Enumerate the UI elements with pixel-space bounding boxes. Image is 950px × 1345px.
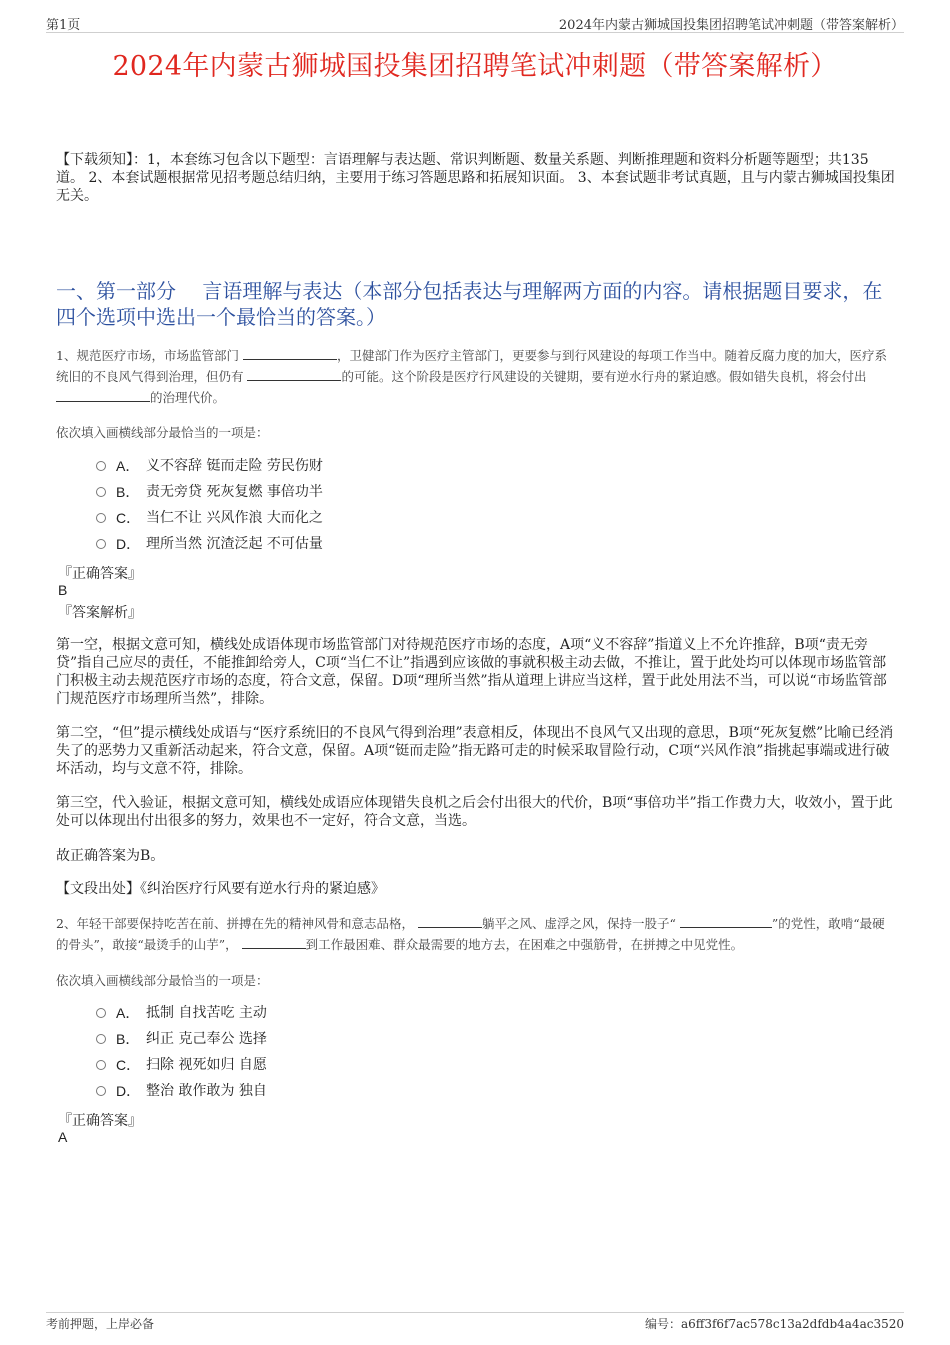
download-notice: 【下载须知】：1，本套练习包含以下题型：言语理解与表达题、常识判断题、数量关系题、判断推理题和资料分析题等题型；共135道。 2、本套试题根据常见招考题总结归纳，主要用于练习答题思路和拓展知识面。 3、本套试题非考试真题，且与内蒙古狮城国投集团无关。 (56, 152, 895, 204)
radio-icon[interactable] (96, 513, 106, 523)
question-2-prompt: 依次填入画横线部分最恰当的一项是： (56, 973, 269, 988)
blank-1 (418, 913, 482, 928)
analysis-label: 『答案解析』 (58, 605, 142, 621)
blank-3 (242, 934, 306, 949)
question-2-text-part4: 到工作最困难、群众最需要的地方去，在困难之中强筋骨，在拼搏之中见党性。 (305, 937, 744, 952)
radio-icon[interactable] (96, 539, 106, 549)
analysis-paragraph-1: 第一空，根据文意可知，横线处成语体现市场监管部门对待规范医疗市场的态度，A项“义不容辞”指道义上不允许推辞，B项“责无旁贷”指自己应尽的责任，不能推卸给旁人，C项“当仁不让”指遇到应该做的事就积极主动去做，不推让，置于此处均可以体现市场监管部门积极主动去规范医疗市场的态度，符合文意，保留。D项“理所当然”指从道理上讲应当这样，置于此处用法不当，可以说“市场监管部门规范医疗市场理所当然”，排除。 (56, 637, 887, 707)
option-letter: D． (116, 1083, 141, 1099)
option-letter: A． (116, 1005, 140, 1021)
question-2-option-c[interactable] (96, 1056, 267, 1074)
question-2-option-b[interactable] (96, 1030, 267, 1048)
option-text: 义不容辞 铤而走险 劳民伤财 (146, 458, 323, 474)
question-1-option-d[interactable] (96, 535, 323, 553)
blank-3 (56, 387, 150, 402)
radio-icon[interactable] (96, 1060, 106, 1070)
radio-icon[interactable] (96, 461, 106, 471)
option-text: 扫除 视死如归 自愿 (146, 1057, 267, 1073)
passage-source: 【文段出处】《纠治医疗行风要有逆水行舟的紧迫感》 (56, 881, 385, 897)
option-letter: A． (116, 458, 140, 474)
section-heading: 一、第一部分 言语理解与表达（本部分包括表达与理解两方面的内容。请根据题目要求，在四个选项中选出一个最恰当的答案。） (56, 279, 883, 329)
question-1-prompt: 依次填入画横线部分最恰当的一项是： (56, 425, 269, 440)
question-2-text-part1: 2、年轻干部要保持吃苦在前、拼搏在先的精神风骨和意志品格， (56, 916, 418, 931)
option-letter: C． (116, 1057, 141, 1073)
option-letter: D． (116, 536, 141, 552)
header-divider (46, 32, 904, 33)
radio-icon[interactable] (96, 1086, 106, 1096)
question-1-text-part3: 的可能。这个阶段是医疗行风建设的关键期，要有逆水行舟的紧迫感。假如错失良机，将会付出 (341, 369, 867, 384)
question-1-option-a[interactable] (96, 457, 323, 475)
answer-label: 『正确答案』 (58, 1113, 142, 1129)
option-text: 当仁不让 兴风作浪 大而化之 (146, 510, 323, 526)
option-text: 抵制 自找苦吃 主动 (146, 1005, 267, 1021)
answer-value: B (58, 582, 68, 598)
question-1-stem (56, 345, 896, 408)
answer-label: 『正确答案』 (58, 566, 142, 582)
question-1-option-c[interactable] (96, 509, 323, 527)
option-text: 整治 敢作敢为 独自 (146, 1083, 267, 1099)
option-text: 纠正 克己奉公 选择 (146, 1031, 267, 1047)
question-2-stem (56, 913, 896, 955)
question-2-text-part3: ”的党性，敢啃“最硬的骨头”，敢接“最烫手的山芋”， (56, 916, 885, 952)
blank-1 (243, 345, 337, 360)
blank-2 (247, 366, 341, 381)
footer-slogan: 考前押题，上岸必备 (46, 1317, 155, 1331)
analysis-paragraph-2: 第二空，“但”提示横线处成语与“医疗系统旧的不良风气得到治理”表意相反，体现出不良风气又出现的意思，B项“死灰复燃”比喻已经消失了的恶势力又重新活动起来，符合文意，保留。A项“铤而走险”指无路可走的时候采取冒险行动，C项“兴风作浪”指挑起事端或进行破坏活动，均与文意不符，排除。 (56, 725, 894, 777)
answer-value: A (58, 1129, 68, 1145)
analysis-paragraph-3: 第三空，代入验证，根据文意可知，横线处成语应体现错失良机之后会付出很大的代价，B项“事倍功半”指工作费力大，收效小，置于此处可以体现出付出很多的努力，效果也不一定好，符合文意，当选。 (56, 795, 893, 829)
question-1-text-part1: 1、规范医疗市场，市场监管部门 (56, 348, 243, 363)
question-2-option-d[interactable] (96, 1082, 267, 1100)
option-letter: B． (116, 484, 140, 500)
document-id: 编号：a6ff3f6f7ac578c13a2dfdb4a4ac3520 (645, 1317, 904, 1331)
option-letter: C． (116, 510, 141, 526)
question-1-text-part2: ，卫健部门作为医疗主管部门，更要参与到行风建设的每项工作当中。随着反腐力度的加大，医疗系统旧的不良风气得到治理，但仍有 (56, 348, 887, 384)
blank-2 (680, 913, 772, 928)
radio-icon[interactable] (96, 1034, 106, 1044)
footer-divider (46, 1312, 904, 1313)
option-letter: B． (116, 1031, 140, 1047)
question-1-text-part4: 的治理代价。 (150, 390, 226, 405)
document-title: 2024年内蒙古狮城国投集团招聘笔试冲刺题（带答案解析） (112, 51, 838, 82)
radio-icon[interactable] (96, 487, 106, 497)
page-number: 第1页 (46, 18, 81, 33)
running-title: 2024年内蒙古狮城国投集团招聘笔试冲刺题（带答案解析） (558, 18, 904, 33)
analysis-conclusion: 故正确答案为B。 (56, 848, 165, 864)
option-text: 责无旁贷 死灰复燃 事倍功半 (146, 484, 323, 500)
question-2-option-a[interactable] (96, 1004, 267, 1022)
radio-icon[interactable] (96, 1008, 106, 1018)
option-text: 理所当然 沉渣泛起 不可估量 (146, 536, 323, 552)
question-2-text-part2: 躺平之风、虚浮之风，保持一股子“ (481, 916, 680, 931)
question-1-option-b[interactable] (96, 483, 323, 501)
